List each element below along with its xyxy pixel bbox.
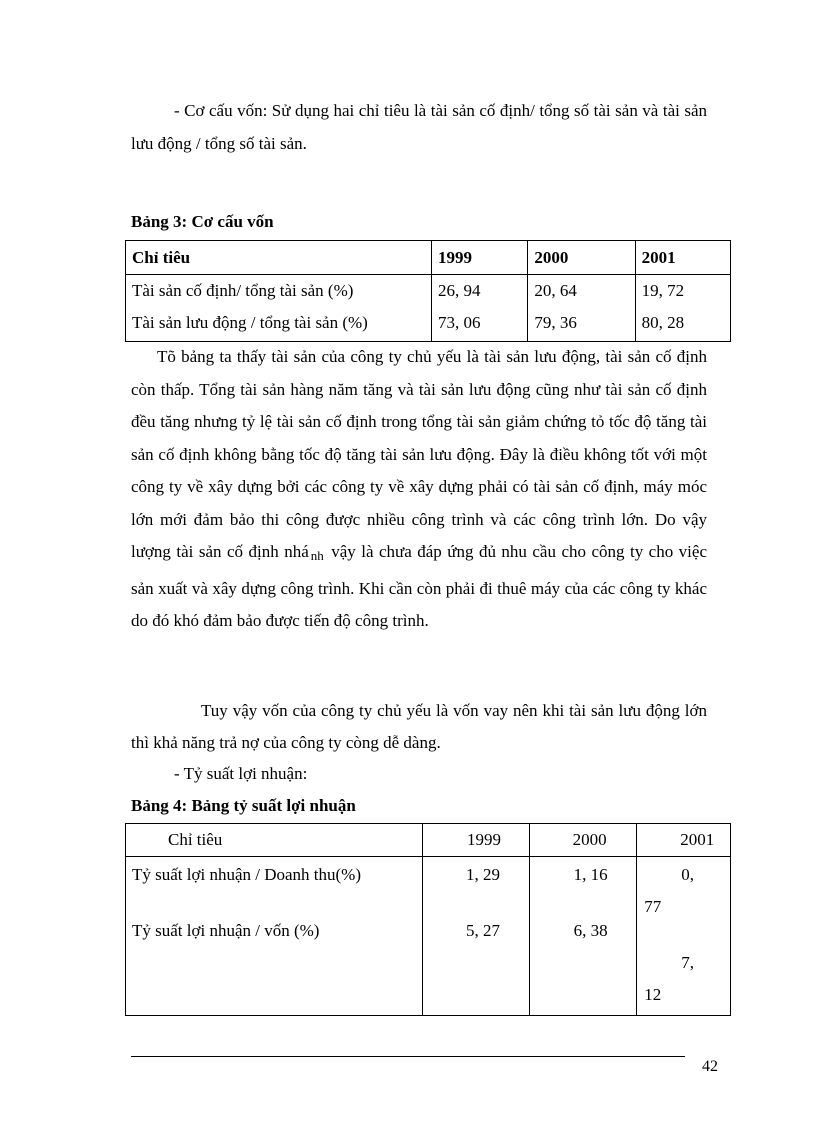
profit-rate-table <box>125 823 731 1016</box>
header-indicator: Chỉ tiêu <box>126 241 432 275</box>
row-label-capital: Tỷ suất lợi nhuận / vốn (%) <box>132 921 320 940</box>
cell-2001: 19, 72 <box>635 275 730 308</box>
analysis-text-part2: vậy là chưa đáp ứng đủ nhu cầu cho công ty cho việc sản xuất và xây dựng công trình. Khi cần còn phải đi thuê máy của các công ty khác do đó khó đảm bảo được tiến độ công trình. <box>131 542 707 630</box>
header-1999: 1999 <box>432 241 528 275</box>
row-label-revenue: Tỷ suất lợi nhuận / Doanh thu(%) <box>132 865 362 884</box>
header-2001: 2001 <box>680 830 715 849</box>
capital-2000: 6, 38 <box>573 921 608 940</box>
profit-rate-heading: - Tỷ suất lợi nhuận: <box>174 764 308 783</box>
header-2000: 2000 <box>528 241 635 275</box>
table-header-row <box>126 824 731 857</box>
revenue-2001-part2: 77 <box>644 897 662 916</box>
cell-1999: 73, 06 <box>432 307 528 342</box>
cell-2001: 80, 28 <box>635 307 730 342</box>
row-label: Tài sản lưu động / tổng tài sản (%) <box>126 307 432 342</box>
header-2000: 2000 <box>572 830 607 849</box>
header-indicator: Chỉ tiêu <box>168 830 223 849</box>
table-body-row <box>126 857 731 1016</box>
capital-2001-part1: 7, <box>681 953 695 972</box>
table3-caption: Bảng 3: Cơ cấu vốn <box>131 212 274 231</box>
cell-1999: 26, 94 <box>432 275 528 308</box>
analysis-paragraph <box>131 341 707 638</box>
capital-1999: 5, 27 <box>466 921 500 940</box>
page-number: 42 <box>702 1058 718 1075</box>
cell-2000: 79, 36 <box>528 307 635 342</box>
capital-structure-table <box>125 240 731 342</box>
debt-paragraph: Tuy vậy vốn của công ty chủ yếu là vốn vay nên khi tài sản lưu động lớn thì khả năng trả nợ của công ty còng dễ dàng. <box>131 701 707 752</box>
row-label: Tài sản cố định/ tổng tài sản (%) <box>126 275 432 308</box>
table4-caption: Bảng 4: Bảng tỷ suất lợi nhuận <box>131 796 356 815</box>
header-1999: 1999 <box>467 830 501 849</box>
analysis-text-part1: Tõ bảng ta thấy tài sản của công ty chủ yếu là tài sản lưu động, tài sản cố định còn thấp. Tổng tài sản hàng năm tăng và tài sản lưu động cũng như tài sản cố định đều tăng nhưng tỷ lệ tài sản cố định trong tổng tài sản giảm chứng tỏ tốc độ tăng tài sản cố định không bằng tốc độ tăng tài sản lưu động. Đây là điều không tốt với một công ty về xây dựng bởi các công ty về xây dựng phải có tài sản cố định, máy móc lớn mới đảm bảo thi công được nhiều công trình và các công trình lớn. Do vậy lượng tài sản cố định nhá <box>131 347 707 561</box>
revenue-2001-part1: 0, <box>681 865 695 884</box>
table-row <box>126 307 731 342</box>
revenue-1999: 1, 29 <box>466 865 500 884</box>
table-row <box>126 275 731 308</box>
footer-divider <box>131 1056 685 1057</box>
capital-2001-part2: 12 <box>644 985 662 1004</box>
inline-fragment: nh <box>310 548 324 563</box>
table-header-row <box>126 241 731 275</box>
revenue-2000: 1, 16 <box>573 865 608 884</box>
intro-paragraph: - Cơ cấu vốn: Sử dụng hai chỉ tiêu là tài sản cố định/ tổng số tài sản và tài sản lưu động / tổng số tài sản. <box>131 101 707 153</box>
header-2001: 2001 <box>635 241 730 275</box>
cell-2000: 20, 64 <box>528 275 635 308</box>
